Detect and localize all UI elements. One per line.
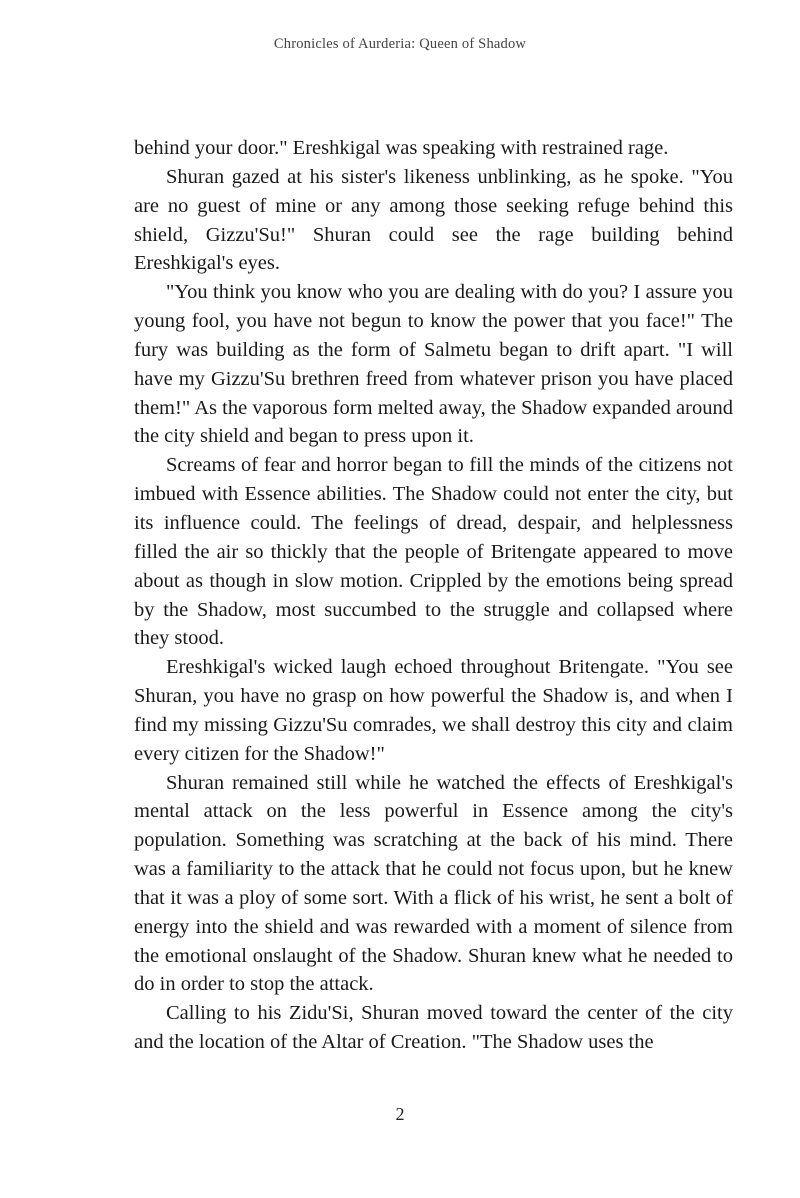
paragraph: Screams of fear and horror began to fill the minds of the citizens not imbued with Essence abilities. The Shadow could not enter the city, but its influence could. The feelings of dread, despair, and helplessness filled the air so thickly that the people of Britengate appeared to move about as though in slow motion. Crippled by the emotions being spread by the Shadow, most succumbed to the struggle and collapsed where they stood. — [134, 454, 733, 650]
page-number: 2 — [395, 1104, 405, 1124]
paragraph: Calling to his Zidu'Si, Shuran moved toward the center of the city and the location of the Altar of Creation. "The Shadow uses the — [134, 1002, 733, 1054]
body-text — [134, 134, 733, 1057]
paragraph: Ereshkigal's wicked laugh echoed throughout Britengate. "You see Shuran, you have no grasp on how powerful the Shadow is, and when I find my missing Gizzu'Su comrades, we shall destroy this city and claim every citizen for the Shadow!" — [134, 656, 733, 765]
paragraph: Shuran gazed at his sister's likeness unblinking, as he spoke. "You are no guest of mine or any among those seeking refuge behind this shield, Gizzu'Su!" Shuran could see the rage building behind Ereshkigal's eyes. — [134, 165, 733, 275]
running-header: Chronicles of Aurderia: Queen of Shadow — [273, 36, 527, 52]
paragraph-continuation: behind your door." Ereshkigal was speaking with restrained rage. — [134, 137, 669, 159]
paragraph: Shuran remained still while he watched the effects of Ereshkigal's mental attack on the less powerful in Essence among the city's population. Something was scratching at the back of his mind. There was a familiarity to the attack that he could not focus upon, but he knew that it was a ploy of some sort. With a flick of his wrist, he sent a bolt of energy into the shield and was rewarded with a moment of silence from the emotional onslaught of the Shadow. Shuran knew what he needed to do in order to stop the attack. — [134, 771, 733, 996]
paragraph: "You think you know who you are dealing with do you? I assure you young fool, you have not begun to know the power that you face!" The fury was building as the form of Salmetu began to drift apart. "I will have my Gizzu'Su brethren freed from whatever prison you have placed them!" As the vaporous form melted away, the Shadow expanded around the city shield and began to press upon it. — [134, 281, 733, 448]
